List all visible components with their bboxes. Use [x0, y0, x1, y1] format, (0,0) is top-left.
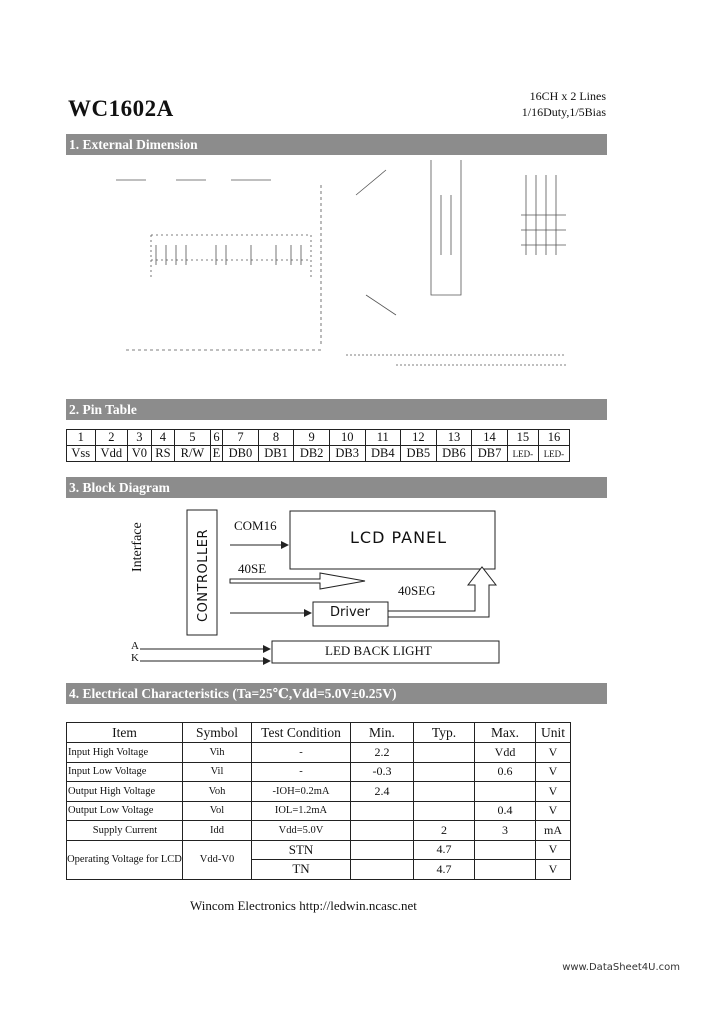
driver-label: Driver [330, 605, 371, 620]
pin-name: DB3 [329, 446, 365, 462]
block-diagram [120, 505, 510, 675]
table-row [67, 821, 571, 841]
electrical-header-row [67, 723, 571, 743]
min-cell [351, 860, 414, 880]
item-cell: Input Low Voltage [67, 762, 183, 782]
pin-number: 7 [223, 430, 259, 446]
pin-number: 8 [258, 430, 294, 446]
section-pin-table: 2. Pin Table [66, 399, 607, 420]
pin-name: DB0 [223, 446, 259, 462]
condition-cell: STN [252, 840, 351, 860]
pin-number: 12 [401, 430, 437, 446]
pin-number: 14 [472, 430, 508, 446]
pin-number: 13 [436, 430, 472, 446]
pin-name: DB6 [436, 446, 472, 462]
op-voltage-item: Operating Voltage for LCD [67, 840, 183, 879]
col-max: Max. [475, 723, 536, 743]
pin-name: V0 [128, 446, 152, 462]
symbol-cell: Vol [183, 801, 252, 821]
pin-name: LED- [507, 446, 538, 462]
col-symbol: Symbol [183, 723, 252, 743]
pin-name: Vdd [95, 446, 128, 462]
pin-name: DB7 [472, 446, 508, 462]
typ-cell [414, 801, 475, 821]
col-item: Item [67, 723, 183, 743]
external-dimension-drawing [66, 155, 611, 385]
pin-name: DB2 [294, 446, 330, 462]
symbol-cell: Vih [183, 743, 252, 763]
unit-cell: mA [536, 821, 571, 841]
table-row [67, 762, 571, 782]
condition-cell: -IOH=0.2mA [252, 782, 351, 802]
pin-number: 1 [67, 430, 96, 446]
table-row [67, 743, 571, 763]
max-cell: 3 [475, 821, 536, 841]
min-cell: 2.2 [351, 743, 414, 763]
unit-cell: V [536, 782, 571, 802]
condition-cell: - [252, 762, 351, 782]
typ-cell [414, 762, 475, 782]
pin-number: 3 [128, 430, 152, 446]
condition-cell: Vdd=5.0V [252, 821, 351, 841]
table-row [67, 801, 571, 821]
max-cell [475, 860, 536, 880]
min-cell [351, 821, 414, 841]
backlight-label: LED BACK LIGHT [325, 643, 432, 658]
item-cell: Output Low Voltage [67, 801, 183, 821]
max-cell: 0.4 [475, 801, 536, 821]
symbol-cell: Idd [183, 821, 252, 841]
section-block-diagram: 3. Block Diagram [66, 477, 607, 498]
table-row [67, 840, 571, 860]
pin-number: 10 [329, 430, 365, 446]
item-cell: Output High Voltage [67, 782, 183, 802]
pin-name-row [67, 446, 570, 462]
com16-label: COM16 [234, 518, 277, 533]
max-cell [475, 782, 536, 802]
pin-name: DB5 [401, 446, 437, 462]
pin-number: 5 [175, 430, 211, 446]
typ-cell [414, 743, 475, 763]
condition-cell: IOL=1.2mA [252, 801, 351, 821]
watermark: www.DataSheet4U.com [562, 962, 680, 973]
document-title: WC1602A [68, 96, 174, 121]
k-label: K [131, 652, 139, 664]
item-cell: Input High Voltage [67, 743, 183, 763]
typ-cell: 4.7 [414, 860, 475, 880]
subtitle-lines: 16CH x 2 Lines [529, 89, 606, 103]
pin-name: LED- [538, 446, 569, 462]
lcd-panel-label: LCD PANEL [350, 528, 448, 547]
controller-label: CONTROLLER [196, 529, 211, 622]
min-cell: -0.3 [351, 762, 414, 782]
pin-number: 11 [365, 430, 401, 446]
condition-cell: - [252, 743, 351, 763]
pin-number-row [67, 430, 570, 446]
pin-number: 9 [294, 430, 330, 446]
pin-name: E [210, 446, 222, 462]
col-condition: Test Condition [252, 723, 351, 743]
max-cell: Vdd [475, 743, 536, 763]
pin-name: DB4 [365, 446, 401, 462]
col-typ: Typ. [414, 723, 475, 743]
item-cell: Supply Current [67, 821, 183, 841]
max-cell [475, 840, 536, 860]
pin-name: Vss [67, 446, 96, 462]
min-cell [351, 801, 414, 821]
col-min: Min. [351, 723, 414, 743]
pin-number: 6 [210, 430, 222, 446]
unit-cell: V [536, 801, 571, 821]
pin-number: 16 [538, 430, 569, 446]
section-electrical: 4. Electrical Characteristics (Ta=25℃,Vdd=5.0V±0.25V) [66, 683, 607, 704]
unit-cell: V [536, 762, 571, 782]
table-row [67, 782, 571, 802]
col-unit: Unit [536, 723, 571, 743]
section-external-dimension: 1. External Dimension [66, 134, 607, 155]
interface-label: Interface [130, 522, 145, 572]
pin-name: DB1 [258, 446, 294, 462]
typ-cell: 4.7 [414, 840, 475, 860]
typ-cell: 2 [414, 821, 475, 841]
pin-number: 2 [95, 430, 128, 446]
symbol-cell: Vil [183, 762, 252, 782]
min-cell: 2.4 [351, 782, 414, 802]
subtitle-duty: 1/16Duty,1/5Bias [521, 105, 606, 119]
min-cell [351, 840, 414, 860]
a-label: A [131, 640, 139, 652]
pin-number: 4 [151, 430, 175, 446]
typ-cell [414, 782, 475, 802]
unit-cell: V [536, 743, 571, 763]
40seg-label: 40SEG [398, 583, 436, 598]
electrical-table [66, 722, 571, 880]
footer-text: Wincom Electronics http://ledwin.ncasc.net [190, 898, 417, 913]
op-voltage-symbol: Vdd-V0 [183, 840, 252, 879]
unit-cell: V [536, 860, 571, 880]
pin-name: R/W [175, 446, 211, 462]
condition-cell: TN [252, 860, 351, 880]
unit-cell: V [536, 840, 571, 860]
pin-name: RS [151, 446, 175, 462]
max-cell: 0.6 [475, 762, 536, 782]
symbol-cell: Voh [183, 782, 252, 802]
pin-table [66, 429, 570, 462]
pin-number: 15 [507, 430, 538, 446]
40se-label: 40SE [238, 561, 267, 576]
